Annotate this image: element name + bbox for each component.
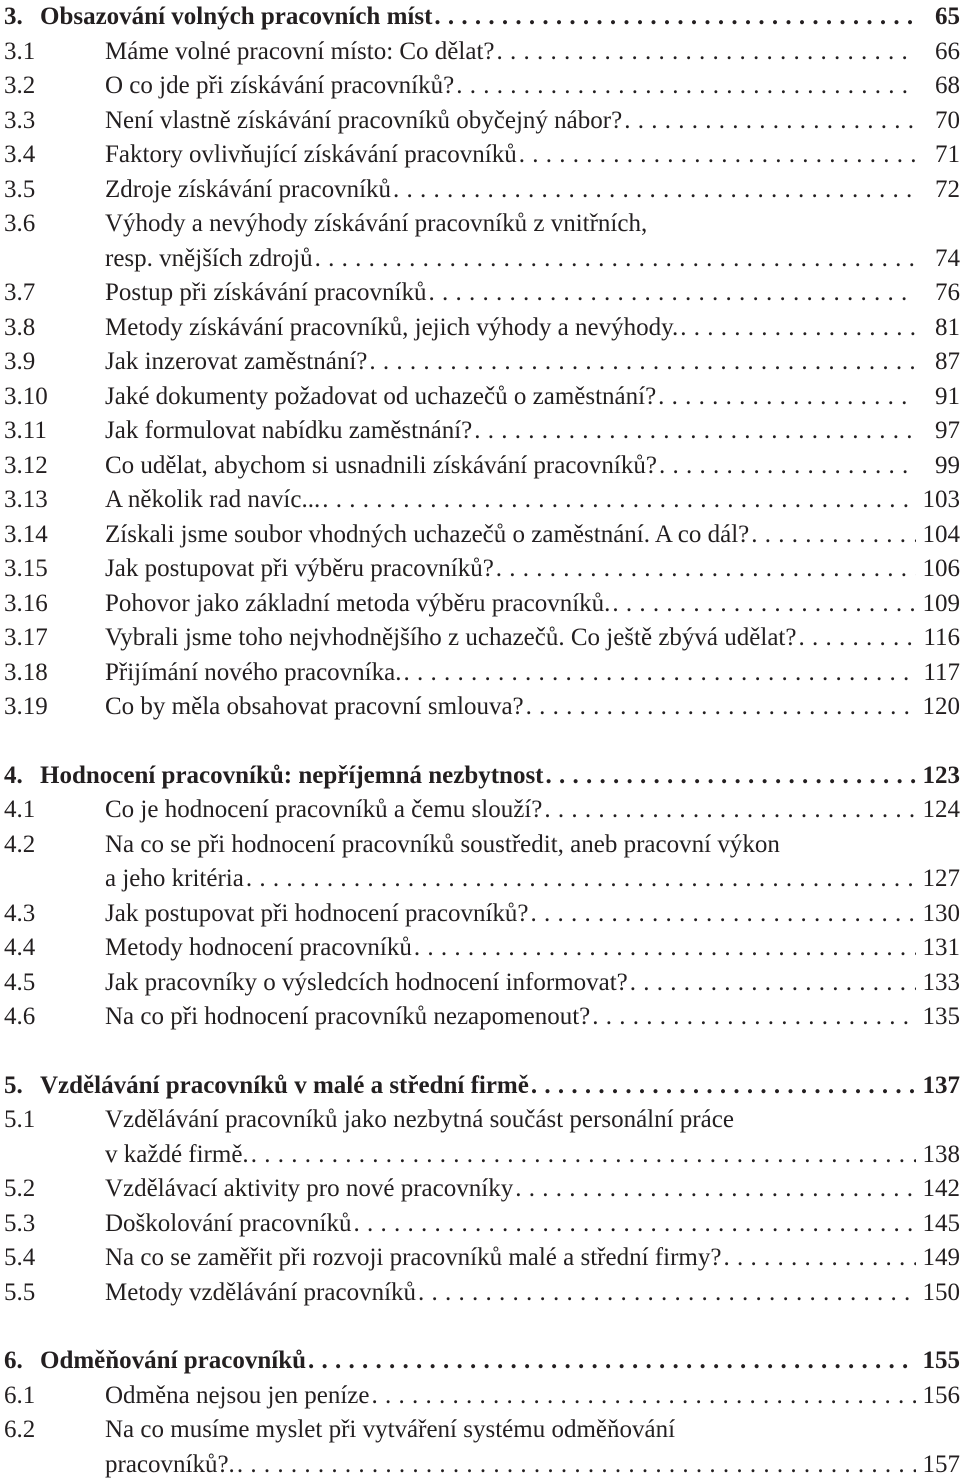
entry-page-number: 117 (916, 656, 960, 691)
entry-page-number: 142 (916, 1172, 960, 1207)
chapter-spacer (0, 1035, 960, 1069)
toc-entry[interactable] (0, 1276, 960, 1311)
entry-title-leader (105, 966, 952, 1001)
chapter-title-leader (40, 0, 952, 35)
entry-title-leader (105, 345, 952, 380)
toc-entry[interactable] (0, 345, 960, 380)
chapter-page-number: 137 (916, 1069, 960, 1104)
entry-title-leader (105, 1241, 952, 1276)
entry-number: 4.6 (4, 1000, 35, 1035)
entry-title: Vybrali jsme toho nejvhodnějšího z uchazečů. Co ještě zbývá udělat? (105, 624, 798, 651)
chapter-title-leader (40, 759, 952, 794)
toc-entry[interactable] (0, 311, 960, 346)
entry-number: 6.2 (4, 1413, 35, 1448)
entry-title: Získali jsme soubor vhodných uchazečů o zaměstnání. A co dál? (105, 521, 751, 548)
chapter-title: Odměňování pracovníků (40, 1347, 308, 1374)
entry-title-leader (105, 828, 952, 863)
chapter-page-number: 123 (916, 759, 960, 794)
entry-page-number: 133 (916, 966, 960, 1001)
entry-page-number: 76 (916, 276, 960, 311)
toc-entry[interactable] (0, 69, 960, 104)
toc-entry[interactable] (0, 1241, 960, 1276)
entry-number: 3.16 (4, 587, 48, 622)
entry-title: Na co se zaměřit při rozvoji pracovníků malé a střední firmy? (105, 1244, 723, 1271)
entry-number: 3.9 (4, 345, 35, 380)
entry-title-leader (105, 1138, 952, 1173)
entry-number: 3.18 (4, 656, 48, 691)
entry-title: Jak postupovat při výběru pracovníků? (105, 555, 496, 582)
toc-entry[interactable] (0, 1413, 960, 1448)
toc-entry[interactable] (0, 931, 960, 966)
entry-page-number: 157 (916, 1448, 960, 1482)
toc-entry[interactable] (0, 552, 960, 587)
chapter-heading[interactable] (0, 759, 960, 794)
entry-number: 3.19 (4, 690, 48, 725)
entry-page-number: 97 (916, 414, 960, 449)
toc-entry[interactable] (0, 587, 960, 622)
toc-entry[interactable] (0, 35, 960, 70)
entry-title-leader (105, 1207, 952, 1242)
entry-page-number: 109 (916, 587, 960, 622)
toc-entry[interactable] (0, 1172, 960, 1207)
entry-title-leader (105, 483, 952, 518)
entry-page-number: 87 (916, 345, 960, 380)
entry-title: Jak inzerovat zaměstnání? (105, 348, 369, 375)
entry-page-number: 74 (916, 242, 960, 277)
entry-title: a jeho kritéria (105, 865, 246, 892)
entry-title-leader (105, 449, 952, 484)
entry-title: Odměna nejsou jen peníze (105, 1382, 372, 1409)
entry-title: Pohovor jako základní metoda výběru pracovníků. (105, 590, 612, 617)
entry-title-leader (105, 1172, 952, 1207)
chapter-spacer (0, 725, 960, 759)
entry-page-number: 68 (916, 69, 960, 104)
entry-number: 4.5 (4, 966, 35, 1001)
entry-number: 3.14 (4, 518, 48, 553)
entry-title-leader (105, 931, 952, 966)
toc-entry[interactable] (0, 897, 960, 932)
entry-title-leader (105, 69, 952, 104)
toc-entry-continuation[interactable] (0, 1448, 960, 1482)
entry-title-leader (105, 552, 952, 587)
entry-number: 3.4 (4, 138, 35, 173)
chapter-number: 5. (4, 1069, 23, 1104)
toc-entry[interactable] (0, 1103, 960, 1138)
entry-page-number: 138 (916, 1138, 960, 1173)
entry-title-leader (105, 793, 952, 828)
toc-chapter (0, 1069, 960, 1311)
entry-title: Vzdělávací aktivity pro nové pracovníky (105, 1175, 515, 1202)
entry-title: Faktory ovlivňující získávání pracovníků (105, 141, 519, 168)
toc-entry-continuation[interactable] (0, 242, 960, 277)
entry-title-leader (105, 1276, 952, 1311)
entry-title: Co by měla obsahovat pracovní smlouva? (105, 693, 526, 720)
entry-title-leader (105, 656, 952, 691)
toc-entry[interactable] (0, 414, 960, 449)
toc-entry[interactable] (0, 483, 960, 518)
entry-title-leader (105, 173, 952, 208)
toc-entry[interactable] (0, 276, 960, 311)
toc-chapter (0, 1344, 960, 1482)
chapter-heading[interactable] (0, 0, 960, 35)
entry-page-number: 66 (916, 35, 960, 70)
entry-number: 4.4 (4, 931, 35, 966)
entry-title-leader (105, 862, 952, 897)
entry-page-number: 131 (916, 931, 960, 966)
toc-entry[interactable] (0, 207, 960, 242)
chapter-number: 3. (4, 0, 23, 35)
entry-title: Na co se při hodnocení pracovníků soustředit, aneb pracovní výkon (105, 831, 782, 858)
entry-number: 4.1 (4, 793, 35, 828)
toc-entry[interactable] (0, 1000, 960, 1035)
entry-title-leader (105, 1103, 952, 1138)
entry-title: pracovníků?. (105, 1451, 237, 1478)
toc-entry-continuation[interactable] (0, 1138, 960, 1173)
entry-title-leader (105, 138, 952, 173)
entry-title: Máme volné pracovní místo: Co dělat? (105, 38, 497, 65)
toc-entry[interactable] (0, 621, 960, 656)
entry-title: Doškolování pracovníků (105, 1210, 353, 1237)
chapter-title: Obsazování volných pracovních míst (40, 3, 434, 30)
toc-entry[interactable] (0, 518, 960, 553)
entry-title-leader (105, 621, 952, 656)
entry-number: 3.1 (4, 35, 35, 70)
entry-title-leader (105, 35, 952, 70)
chapter-spacer (0, 1310, 960, 1344)
entry-number: 5.2 (4, 1172, 35, 1207)
entry-title: Metody vzdělávání pracovníků (105, 1279, 418, 1306)
entry-number: 3.17 (4, 621, 48, 656)
entry-number: 3.5 (4, 173, 35, 208)
toc-entry-continuation[interactable] (0, 862, 960, 897)
entry-number: 3.13 (4, 483, 48, 518)
toc-chapter (0, 759, 960, 1035)
entry-number: 3.2 (4, 69, 35, 104)
entry-title: resp. vnějších zdrojů (105, 245, 315, 272)
entry-title-leader (105, 1448, 952, 1482)
entry-number: 6.1 (4, 1379, 35, 1414)
entry-title: Zdroje získávání pracovníků (105, 176, 393, 203)
entry-title-leader (105, 104, 952, 139)
entry-title-leader (105, 518, 952, 553)
entry-title: Jak postupovat při hodnocení pracovníků? (105, 900, 531, 927)
entry-page-number: 150 (916, 1276, 960, 1311)
entry-title: Na co při hodnocení pracovníků nezapomenout? (105, 1003, 592, 1030)
entry-title-leader (105, 242, 952, 277)
entry-title: Postup při získávání pracovníků (105, 279, 428, 306)
entry-page-number: 124 (916, 793, 960, 828)
toc-entry[interactable] (0, 173, 960, 208)
entry-title: O co jde při získávání pracovníků? (105, 72, 456, 99)
entry-page-number: 116 (916, 621, 960, 656)
entry-title-leader (105, 414, 952, 449)
entry-number: 3.6 (4, 207, 35, 242)
entry-number: 3.7 (4, 276, 35, 311)
chapter-title-leader (40, 1344, 952, 1379)
entry-title-leader (105, 1379, 952, 1414)
entry-page-number: 99 (916, 449, 960, 484)
entry-title: Výhody a nevýhody získávání pracovníků z vnitřních, (105, 210, 649, 237)
entry-title: v každé firmě. (105, 1141, 251, 1168)
chapter-number: 6. (4, 1344, 23, 1379)
entry-page-number: 91 (916, 380, 960, 415)
entry-title: Co je hodnocení pracovníků a čemu slouží? (105, 796, 544, 823)
chapter-heading[interactable] (0, 1344, 960, 1379)
entry-title-leader (105, 276, 952, 311)
entry-number: 3.10 (4, 380, 48, 415)
toc-entry[interactable] (0, 690, 960, 725)
toc-entry[interactable] (0, 380, 960, 415)
entry-page-number: 104 (916, 518, 960, 553)
toc-entry[interactable] (0, 1207, 960, 1242)
entry-number: 3.15 (4, 552, 48, 587)
entry-page-number: 71 (916, 138, 960, 173)
toc-entry[interactable] (0, 449, 960, 484)
entry-title: Jak pracovníky o výsledcích hodnocení informovat? (105, 969, 630, 996)
entry-page-number: 106 (916, 552, 960, 587)
entry-title-leader (105, 207, 952, 242)
entry-page-number: 127 (916, 862, 960, 897)
entry-title: Přijímání nového pracovníka. (105, 659, 403, 686)
entry-page-number: 135 (916, 1000, 960, 1035)
entry-page-number: 145 (916, 1207, 960, 1242)
entry-title: A několik rad navíc... (105, 486, 322, 513)
chapter-title: Hodnocení pracovníků: nepříjemná nezbytnost (40, 762, 546, 789)
chapter-page-number: 65 (916, 0, 960, 35)
entry-number: 5.3 (4, 1207, 35, 1242)
toc-chapter (0, 0, 960, 725)
entry-number: 3.11 (4, 414, 47, 449)
entry-title: Jaké dokumenty požadovat od uchazečů o zaměstnání? (105, 383, 658, 410)
entry-title-leader (105, 1000, 952, 1035)
toc-entry[interactable] (0, 138, 960, 173)
chapter-heading[interactable] (0, 1069, 960, 1104)
entry-number: 4.3 (4, 897, 35, 932)
entry-page-number: 81 (916, 311, 960, 346)
entry-page-number: 156 (916, 1379, 960, 1414)
entry-page-number: 103 (916, 483, 960, 518)
toc-entry[interactable] (0, 1379, 960, 1414)
entry-number: 3.8 (4, 311, 35, 346)
toc-entry[interactable] (0, 966, 960, 1001)
entry-title-leader (105, 587, 952, 622)
entry-title: Není vlastně získávání pracovníků obyčejný nábor? (105, 107, 624, 134)
toc-entry[interactable] (0, 104, 960, 139)
entry-number: 3.12 (4, 449, 48, 484)
entry-page-number: 130 (916, 897, 960, 932)
toc-entry[interactable] (0, 793, 960, 828)
chapter-number: 4. (4, 759, 23, 794)
entry-title: Metody získávání pracovníků, jejich výhody a nevýhody. (105, 314, 680, 341)
entry-number: 5.4 (4, 1241, 35, 1276)
chapter-page-number: 155 (916, 1344, 960, 1379)
entry-page-number: 120 (916, 690, 960, 725)
entry-title: Metody hodnocení pracovníků (105, 934, 414, 961)
toc-entry[interactable] (0, 828, 960, 863)
chapter-title: Vzdělávání pracovníků v malé a střední firmě (40, 1072, 531, 1099)
entry-number: 5.1 (4, 1103, 35, 1138)
toc-entry[interactable] (0, 656, 960, 691)
entry-title-leader (105, 690, 952, 725)
entry-title-leader (105, 311, 952, 346)
entry-title: Jak formulovat nabídku zaměstnání? (105, 417, 474, 444)
entry-title-leader (105, 380, 952, 415)
entry-number: 5.5 (4, 1276, 35, 1311)
entry-number: 4.2 (4, 828, 35, 863)
entry-title: Vzdělávání pracovníků jako nezbytná součást personální práce (105, 1106, 736, 1133)
entry-title-leader (105, 1413, 952, 1448)
chapter-title-leader (40, 1069, 952, 1104)
entry-number: 3.3 (4, 104, 35, 139)
entry-title: Co udělat, abychom si usnadnili získávání pracovníků? (105, 452, 659, 479)
entry-title-leader (105, 897, 952, 932)
entry-title: Na co musíme myslet při vytváření systému odměňování (105, 1416, 677, 1443)
entry-page-number: 149 (916, 1241, 960, 1276)
entry-page-number: 70 (916, 104, 960, 139)
entry-page-number: 72 (916, 173, 960, 208)
